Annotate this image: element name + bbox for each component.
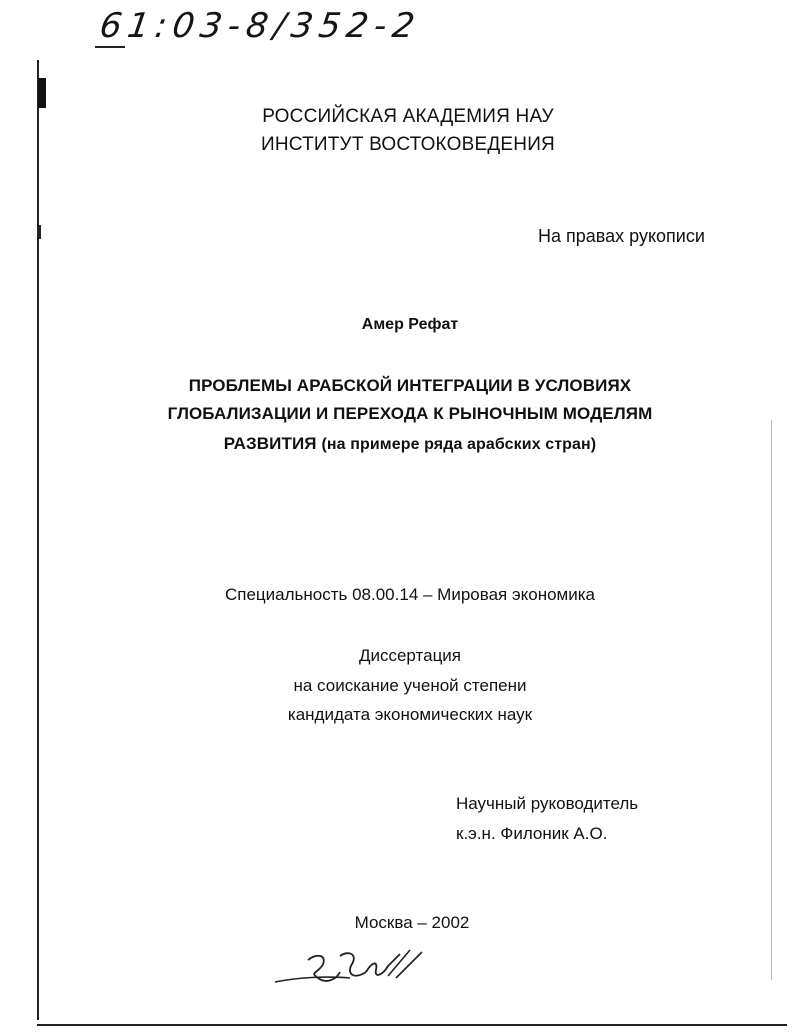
dissertation-line-2: на соискание ученой степени bbox=[293, 676, 527, 695]
organization-line-2: ИНСТИТУТ ВОСТОКОВЕДЕНИЯ bbox=[261, 134, 555, 155]
scan-mark bbox=[37, 225, 41, 239]
supervisor-name: к.э.н. Филоник А.О. bbox=[456, 824, 608, 843]
title-line-3-main: РАЗВИТИЯ bbox=[223, 434, 317, 453]
scan-edge-right bbox=[771, 420, 772, 980]
scan-edge-left bbox=[37, 60, 39, 1020]
title-line-3 bbox=[10, 434, 799, 454]
dissertation-line-3: кандидата экономических наук bbox=[287, 705, 533, 724]
title-line-1: ПРОБЛЕМЫ АРАБСКОЙ ИНТЕГРАЦИИ В УСЛОВИЯХ bbox=[188, 376, 632, 395]
specialty: Специальность 08.00.14 – Мировая экономика bbox=[224, 585, 596, 604]
supervisor-role: Научный руководитель bbox=[456, 794, 639, 813]
organization-line-1: РОССИЙСКАЯ АКАДЕМИЯ НАУ bbox=[262, 106, 554, 127]
author-name: Амер Рефат bbox=[361, 316, 459, 333]
scan-edge-bottom bbox=[37, 1024, 787, 1026]
manuscript-note: На правах рукописи bbox=[538, 226, 705, 246]
handwritten-signature bbox=[270, 942, 440, 1002]
city-year: Москва – 2002 bbox=[354, 913, 470, 932]
title-line-2: ГЛОБАЛИЗАЦИИ И ПЕРЕХОДА К РЫНОЧНЫМ МОДЕЛЯМ bbox=[167, 404, 653, 423]
archive-code-underline bbox=[95, 46, 125, 48]
archive-code: 61:03-8/352-2 bbox=[97, 6, 423, 46]
title-line-3-subtitle: (на примере ряда арабских стран) bbox=[321, 436, 597, 453]
scan-mark bbox=[38, 78, 46, 108]
dissertation-line-1: Диссертация bbox=[358, 646, 462, 665]
